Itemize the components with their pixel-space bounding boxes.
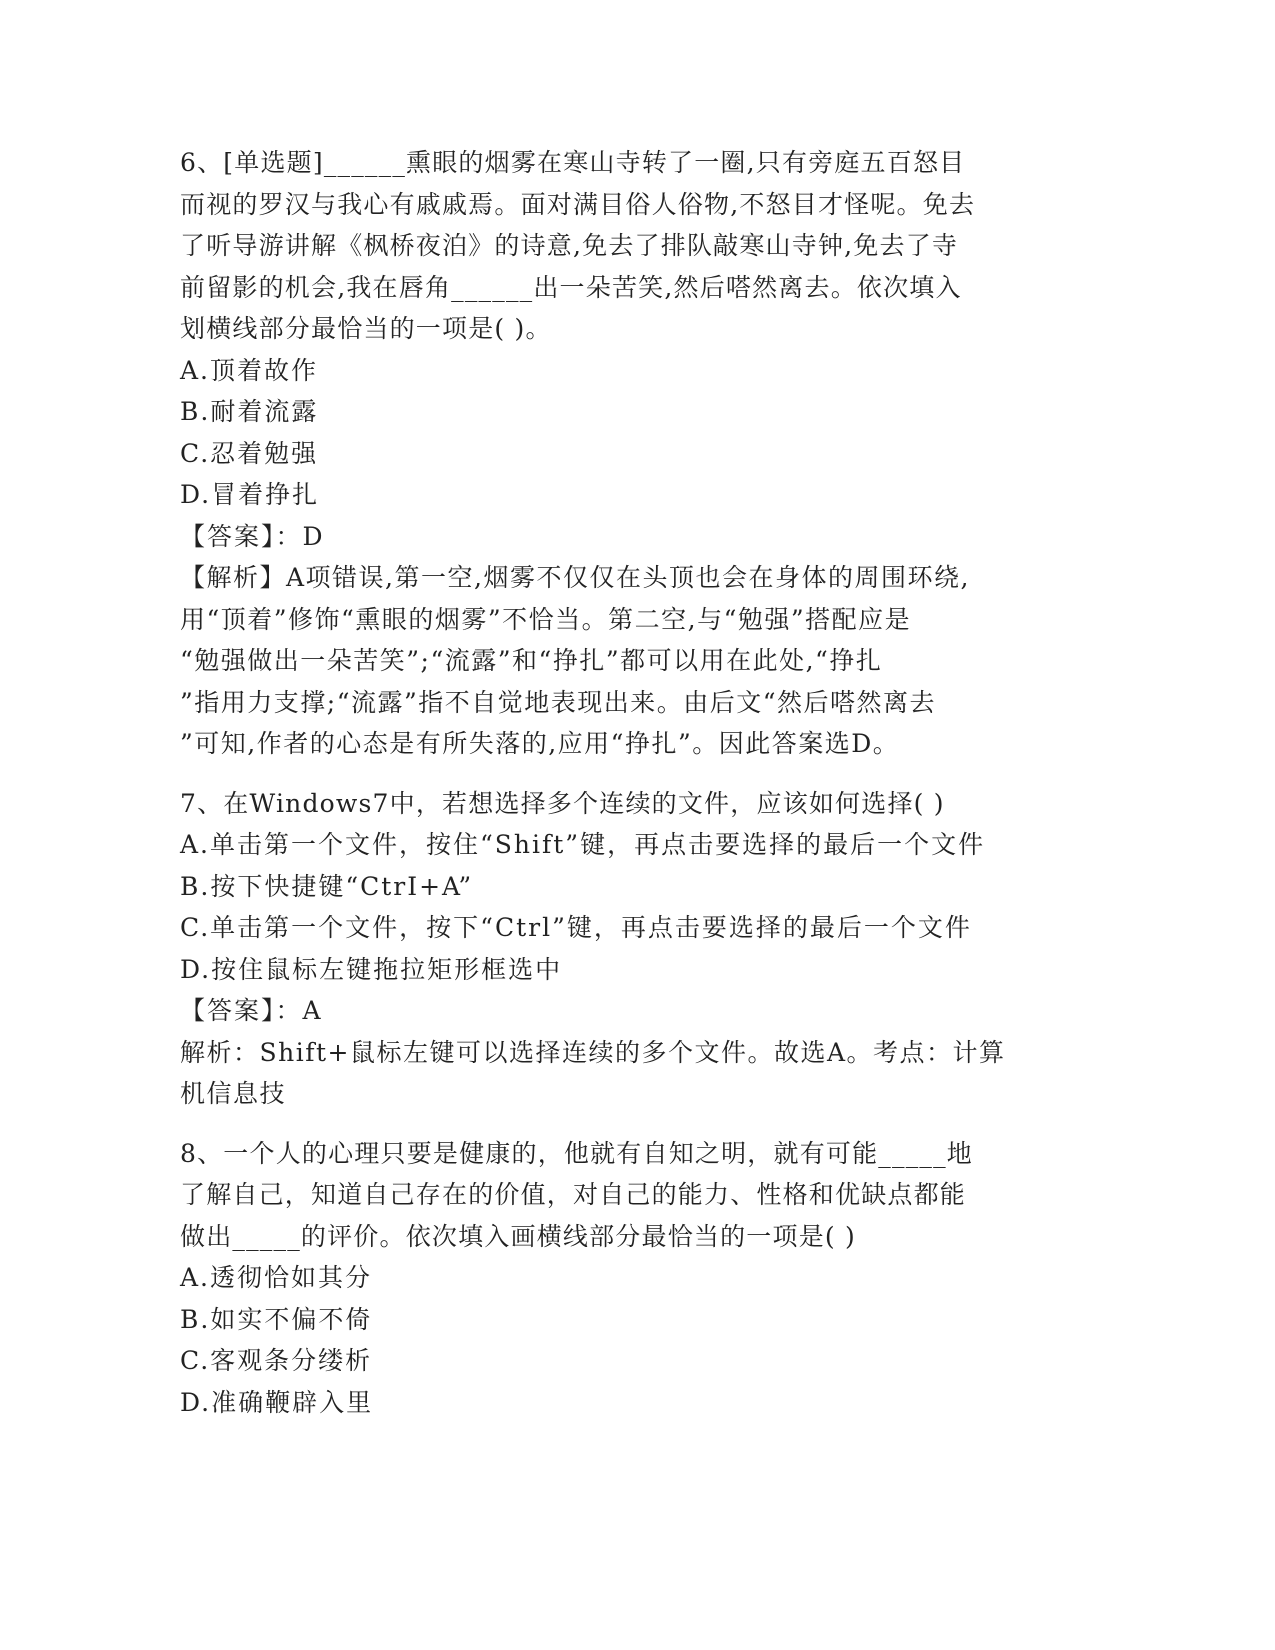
question-8 (180, 1133, 1060, 1424)
option-b: B.按下快捷键“CtrI+A” (180, 871, 474, 901)
document-page (180, 142, 1060, 1423)
option-a: A.顶着故作 (180, 355, 319, 385)
analysis (180, 1032, 1060, 1115)
question-stem (180, 142, 1060, 350)
option-a: A.单击第一个文件，按住“Shift”键，再点击要选择的最后一个文件 (180, 830, 986, 859)
option-c: C.单击第一个文件，按下“Ctrl”键，再点击要选择的最后一个文件 (180, 913, 972, 942)
question-stem (180, 1133, 1060, 1258)
stem-line: 8、一个人的心理只要是健康的，他就有自知之明，就有可能_____地 (180, 1138, 974, 1168)
question-stem (180, 783, 1060, 825)
question-7 (180, 783, 1060, 1115)
stem-line: 了听导游讲解《枫桥夜泊》的诗意,免去了排队敲寒山寺钟,免去了寺 (180, 231, 959, 260)
analysis-line: ”指用力支撑;“流露”指不自觉地表现出来。由后文“然后嗒然离去 (180, 687, 937, 717)
option-c: C.忍着勉强 (180, 438, 319, 468)
analysis-line: 【解析】A项错误,第一空,烟雾不仅仅在头顶也会在身体的周围环绕, (180, 563, 970, 592)
stem-line: 做出_____的评价。依次填入画横线部分最恰当的一项是( ) (180, 1221, 856, 1251)
option-d: D.准确鞭辟入里 (180, 1387, 374, 1417)
option-b: B.如实不偏不倚 (180, 1304, 373, 1334)
stem-line: 而视的罗汉与我心有戚戚焉。面对满目俗人俗物,不怒目才怪呢。免去 (180, 189, 976, 219)
option-b: B.耐着流露 (180, 397, 319, 426)
analysis-line: 机信息技 (180, 1079, 287, 1108)
answer-line: 【答案】：A (180, 996, 323, 1025)
analysis-line: 解析：Shift+鼠标左键可以选择连续的多个文件。故选A。考点：计算 (180, 1037, 1006, 1067)
option-a: A.透彻恰如其分 (180, 1263, 373, 1292)
analysis-line: ”可知,作者的心态是有所失落的,应用“挣扎”。因此答案选D。 (180, 729, 900, 758)
analysis-line: “勉强做出一朵苦笑”;“流露”和“挣扎”都可以用在此处,“挣扎 (180, 646, 883, 675)
answer-line: 【答案】：D (180, 521, 325, 551)
analysis-line: 用“顶着”修饰“熏眼的烟雾”不恰当。第二空,与“勉强”搭配应是 (180, 604, 912, 634)
question-6 (180, 142, 1060, 765)
option-c: C.客观条分缕析 (180, 1346, 373, 1375)
stem-line: 前留影的机会,我在唇角______出一朵苦笑,然后嗒然离去。依次填入 (180, 272, 962, 302)
analysis (180, 557, 1060, 765)
option-d: D.按住鼠标左键拖拉矩形框选中 (180, 954, 563, 984)
stem-line: 6、[单选题]______熏眼的烟雾在寒山寺转了一圈,只有旁庭五百怒目 (180, 148, 966, 177)
option-d: D.冒着挣扎 (180, 480, 320, 509)
stem-line: 7、在Windows7中，若想选择多个连续的文件，应该如何选择( ) (180, 788, 945, 818)
stem-line: 划横线部分最恰当的一项是( )。 (180, 314, 552, 343)
stem-line: 了解自己，知道自己存在的价值，对自己的能力、性格和优缺点都能 (180, 1180, 967, 1209)
